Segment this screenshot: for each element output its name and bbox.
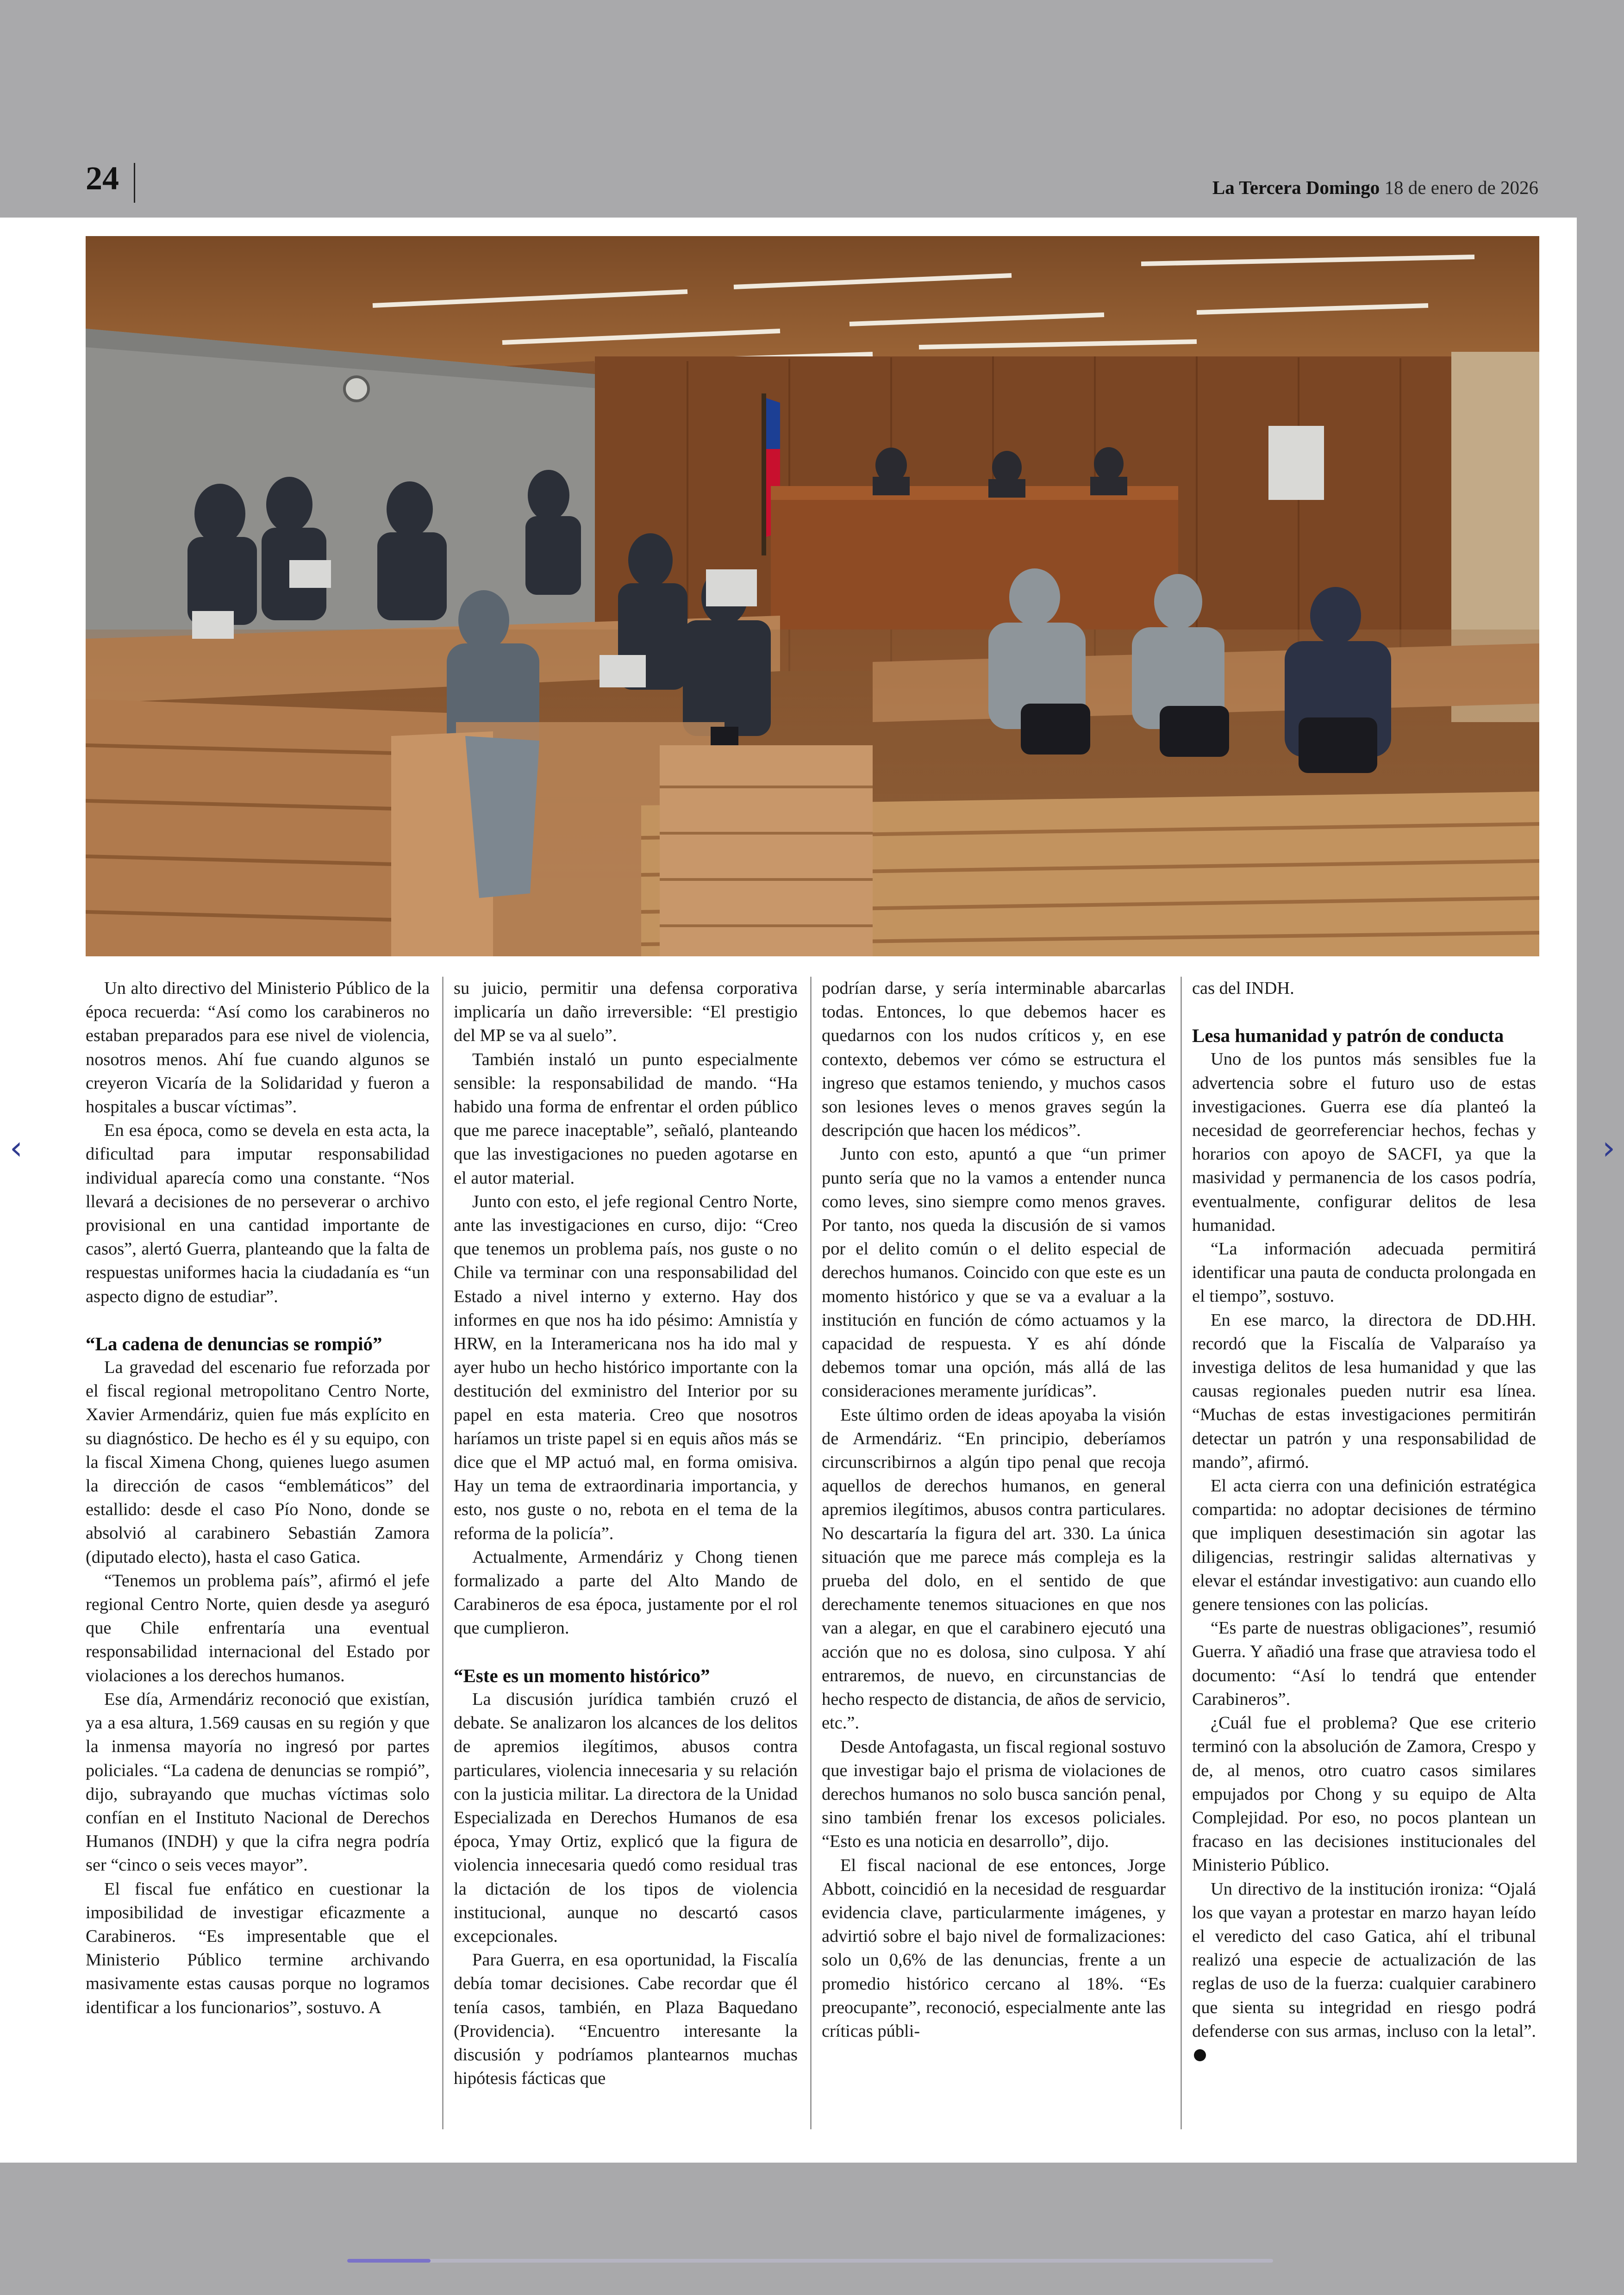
- chevron-left-icon[interactable]: ‹: [10, 1129, 23, 1167]
- paragraph: “Es parte de nuestras obligaciones”, resumió Guerra. Y añadió una frase que atraviesa todo el documento: “Así lo tendrá que entender Carabineros”.: [1192, 1618, 1536, 1709]
- paragraph-final: [1192, 1877, 1536, 2067]
- paragraph: Desde Antofagasta, un fiscal regional sostuvo que investigar bajo el prisma de violaciones de derechos humanos no solo busca sanción penal, sino también frenar los excesos policiales. “Esto es una noticia en desarrollo”, dijo.: [822, 1737, 1166, 1852]
- courtroom-illustration: [86, 236, 1539, 956]
- article-column-3: [822, 977, 1166, 2134]
- paragraph: La gravedad del escenario fue reforzada por el fiscal regional metropolitano Centro Norte, Xavier Armendáriz, quien fue más explícito en su diagnóstico. De hecho es él y su equipo, con la fiscal Ximena Chong, quienes luego asumen la dirección de casos “emblemáticos” del estallido: desde el caso Pío Nono, donde se absolvió al carabinero Sebastián Zamora (diputado electo), hasta el caso Gatica.: [86, 1358, 430, 1567]
- paragraph: su juicio, permitir una defensa corporativa implicaría un daño irreversible: “El prestigio del MP se va al suelo”.: [454, 979, 798, 1046]
- masthead: [1212, 176, 1538, 199]
- paragraph-final-text: Un directivo de la institución ironiza: “Ojalá los que vayan a protestar en marzo hayan leído el veredicto del caso Gatica, ahí el tribunal realizó una especie de actualización de las reglas de uso de la fuerza: cualquier carabinero que sienta su integridad en riesgo podrá defenderse con sus armas, incluso con la letal”.: [1192, 1879, 1536, 2041]
- paragraph: El fiscal fue enfático en cuestionar la imposibilidad de investigar eficazmente a Carabineros. “Es impresentable que el Ministerio Público termine archivando masivamente estas causas porque no logramos identificar a los funcionarios”, sostuvo. A: [86, 1879, 430, 2017]
- paragraph: Uno de los puntos más sensibles fue la advertencia sobre el futuro uso de estas investigaciones. Guerra ese día planteó la necesidad de georreferenciar hechos, fechas y horarios con apoyo de SACFI, ya que la masividad y permanencia de los casos podría, eventualmente, configurar delitos de lesa humanidad.: [1192, 1049, 1536, 1235]
- column-divider: [442, 977, 443, 2129]
- paragraph: ¿Cuál fue el problema? Que ese criterio terminó con la absolución de Zamora, Crespo y de, al menos, otro cuatro casos similares empujados por Chong y su equipo de Alta Complejidad. Por eso, no pocos plantean un fracaso en las decisiones institucionales del Ministerio Público.: [1192, 1713, 1536, 1875]
- paragraph: La discusión jurídica también cruzó el debate. Se analizaron los alcances de los delitos de apremios ilegítimos, abusos contra particulares, violencia innecesaria y su relación con la justicia militar. La directora de la Unidad Especializada en Derechos Humanos de esa época, Ymay Ortiz, explicó que la figura de violencia innecesaria quedó como residual tras la dictación de los tipos de violencia institucional, aunque no descartó casos excepcionales.: [454, 1689, 798, 1946]
- paragraph: Un alto directivo del Ministerio Público de la época recuerda: “Así como los carabineros no estaban preparados para ese nivel de violencia, nosotros menos. Ahí fue cuando algunos se creyeron Vicaría de la Solidaridad y fueron a hospitales a buscar víctimas”.: [86, 979, 430, 1117]
- paragraph: Este último orden de ideas apoyaba la visión de Armendáriz. “En principio, deberíamos circunscribirnos a algún tipo penal que recoja aquellos de derechos humanos, en general apremios ilegítimos, abusos contra particulares. No descartaría la figura del art. 330. La única situación que me parece más compleja es la prueba del dolo, en el sentido de que derechamente tenemos situaciones en que nos van a alegar, en que el carabinero ejecutó una acción que no es dolosa, sino culposa. Y ahí entraremos, de nuevo, en circunstancias de hecho respecto de distancia, de años de servicio, etc.”.: [822, 1405, 1166, 1733]
- article-column-4: [1192, 977, 1536, 2134]
- paragraph: En ese marco, la directora de DD.HH. recordó que la Fiscalía de Valparaíso ya investiga delitos de lesa humanidad y que las causas regionales pueden nutrir esa línea. “Muchas de estas investigaciones permitirán detectar un patrón y una responsabilidad de mando”, afirmó.: [1192, 1310, 1536, 1472]
- paragraph: “La información adecuada permitirá identificar una pauta de conducta prolongada en el tiempo”, sostuvo.: [1192, 1239, 1536, 1306]
- paragraph: También instaló un punto especialmente sensible: la responsabilidad de mando. “Ha habido una forma de enfrentar el orden público que me parece inaceptable”, señaló, planteando que las investigaciones no pueden agotarse en el autor material.: [454, 1049, 798, 1188]
- courtroom-photo: [86, 236, 1539, 956]
- section-heading: Lesa humanidad y patrón de conducta: [1192, 1025, 1504, 1047]
- paragraph: Para Guerra, en esa oportunidad, la Fiscalía debía tomar decisiones. Cabe recordar que él tenía casos, también, en Plaza Baquedano (Providencia). “Encuentro interesante la discusión y podríamos plantearnos muchas hipótesis fácticas que: [454, 1950, 798, 2089]
- paragraph: cas del INDH.: [1192, 979, 1294, 998]
- article-column-2: [454, 977, 798, 2134]
- page-number-divider: [134, 163, 135, 203]
- paragraph: Actualmente, Armendáriz y Chong tienen formalizado a parte del Alto Mando de Carabineros de esa época, justamente por el rol que cumplieron.: [454, 1547, 798, 1638]
- chevron-right-icon[interactable]: ›: [1602, 1129, 1615, 1167]
- paragraph: Ese día, Armendáriz reconoció que existían, ya a esa altura, 1.569 causas en su región y que la inmensa mayoría no ingresó por partes policiales. “La cadena de denuncias se rompió”, dijo, subrayando que muchas víctimas solo confían en el Instituto Nacional de Derechos Humanos (INDH) y que la cifra negra podría ser “cinco o seis veces mayor”.: [86, 1689, 430, 1875]
- paragraph: Junto con esto, apuntó a que “un primer punto sería que no la vamos a entender nunca como leves, sino siempre como menos graves. Por tanto, nos queda la discusión de si vamos por el delito común o el delito especial de derechos humanos. Coincido con que este es un momento histórico y que se va a evaluar a la institución en función de cómo actuamos y la capacidad de respuesta. Y es ahí dónde debemos tomar una opción, más allá de las consideraciones meramente jurídicas”.: [822, 1144, 1166, 1401]
- publication-name: La Tercera Domingo: [1212, 177, 1380, 198]
- paragraph: “Tenemos un problema país”, afirmó el jefe regional Centro Norte, quien desde ya aseguró que Chile enfrentaría una eventual responsabilidad internacional del Estado por violaciones a los derechos humanos.: [86, 1571, 430, 1685]
- end-of-article-mark: [1194, 2049, 1206, 2061]
- paragraph: Junto con esto, el jefe regional Centro Norte, ante las investigaciones en curso, dijo: “Creo que tenemos un problema país, nos guste o no Chile va terminar con una responsabilidad del Estado a nivel interno y externo. Hay dos informes en que nos ha ido pésimo: Amnistía y HRW, en la Interamericana nos ha ido mal y ayer hubo un hecho histórico importante con la destitución del exministro del Interior por su papel en esta materia. Creo que nosotros haríamos un triste papel si en equis años más se dice que el MP actuó mal, en forma omisiva. Hay un tema de extraordinaria importancia, y esto, nos guste o no, rebota en el tema de la reforma de la policía”.: [454, 1191, 798, 1543]
- paragraph: El acta cierra con una definición estratégica compartida: no adoptar decisiones de término que impliquen desestimación sin agotar las diligencias, restringir salidas alternativas y elevar el estándar investigativo: aun cuando ello genere tensiones con las policías.: [1192, 1476, 1536, 1615]
- section-heading: “La cadena de denuncias se rompió”: [86, 1333, 382, 1354]
- column-divider: [1181, 977, 1182, 2129]
- paragraph: podrían darse, y sería interminable abarcarlas todas. Entonces, lo que debemos hacer es quedarnos con los nudos críticos y, en ese contexto, debemos ver cómo se estructura el ingreso que estamos teniendo, y muchos casos son lesiones leves o menos graves según la descripción que hacen los médicos”.: [822, 979, 1166, 1141]
- page-progress-track[interactable]: [347, 2259, 1273, 2263]
- paragraph: En esa época, como se devela en esta acta, la dificultad para imputar responsabilidad individual aparecía como una constante. “Nos llevará a decisiones de no perseverar o archivo provisional en una cantidad importante de casos”, alertó Guerra, planteando que la falta de respuestas uniformes hacia la ciudadanía es “un aspecto digno de estudiar”.: [86, 1121, 430, 1306]
- paragraph: El fiscal nacional de ese entonces, Jorge Abbott, coincidió en la necesidad de resguardar evidencia clave, particularmente imágenes, y advirtió sobre el bajo nivel de formalizaciones: solo un 0,6% de las denuncias, frente a un promedio histórico cercano al 18%. “Es preocupante”, reconoció, especialmente ante las críticas públi-: [822, 1855, 1166, 2041]
- issue-date: 18 de enero de 2026: [1384, 177, 1538, 198]
- section-heading: “Este es un momento histórico”: [454, 1665, 710, 1686]
- page-progress-fill: [347, 2259, 431, 2263]
- article-column-1: [86, 977, 430, 2134]
- page-number: 24: [86, 160, 119, 197]
- column-divider: [810, 977, 812, 2129]
